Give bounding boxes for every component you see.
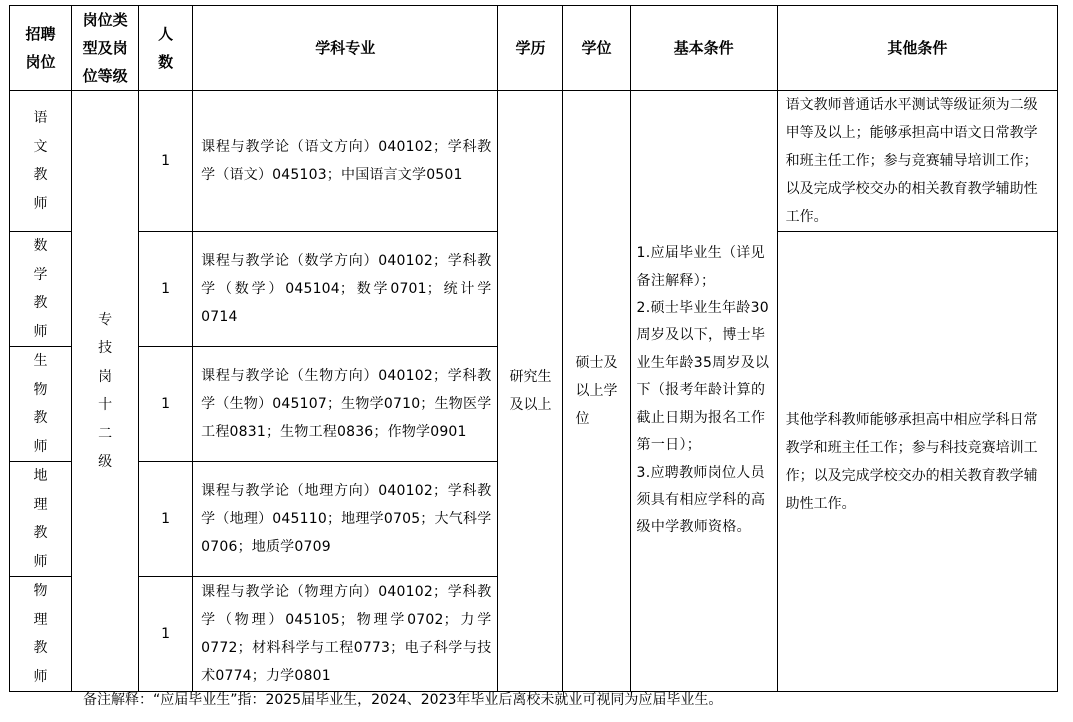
basic-line-2: 2.硕士毕业生年龄30周岁及以下，博士毕业生年龄35周岁及以下（报考年龄计算的截止日期为报名工作第一日）； (636, 300, 770, 454)
subject-cell: 课程与教学论（语文方向）040102；学科教学（语文）045103；中国语言文学0501 (193, 91, 498, 232)
count-cell: 1 (139, 577, 193, 692)
footnote: 备注解释：“应届毕业生”指：2025届毕业生，2024、2023年毕业后离校未就业可视同为应届毕业生。 (83, 692, 723, 708)
education-cell: 研究生及以上 (498, 91, 563, 692)
other-conditions-rest: 其他学科教师能够承担高中相应学科日常教学和班主任工作；参与科技竞赛培训工作；以及完成学校交办的相关教育教学辅助性工作。 (777, 232, 1057, 692)
header-position: 招聘岗位 (10, 6, 72, 91)
basic-line-3: 3.应聘教师岗位人员须具有相应学科的高级中学教师资格。 (636, 464, 766, 536)
subject-cell: 课程与教学论（生物方向）040102；学科教学（生物）045107；生物学0710；生物医学工程0831；生物工程0836；作物学0901 (193, 347, 498, 462)
count-cell: 1 (139, 91, 193, 232)
header-basic: 基本条件 (630, 6, 777, 91)
count-cell: 1 (139, 232, 193, 347)
table-row (10, 91, 1058, 232)
header-subject: 学科专业 (193, 6, 498, 91)
position-cell: 生物教师 (10, 347, 72, 462)
header-education: 学历 (498, 6, 563, 91)
basic-line-1: 1.应届毕业生（详见备注解释）； (636, 245, 765, 289)
position-cell: 地理教师 (10, 462, 72, 577)
other-conditions-chinese: 语文教师普通话水平测试等级证须为二级甲等及以上；能够承担高中语文日常教学和班主任工作；参与竞赛辅导培训工作；以及完成学校交办的相关教育教学辅助性工作。 (777, 91, 1057, 232)
header-count: 人数 (139, 6, 193, 91)
header-type-level: 岗位类型及岗位等级 (72, 6, 139, 91)
count-cell: 1 (139, 347, 193, 462)
header-other: 其他条件 (777, 6, 1057, 91)
recruitment-table (9, 5, 1058, 692)
count-cell: 1 (139, 462, 193, 577)
header-degree: 学位 (563, 6, 630, 91)
header-row (10, 6, 1058, 91)
subject-cell: 课程与教学论（地理方向）040102；学科教学（地理）045110；地理学0705；大气科学0706；地质学0709 (193, 462, 498, 577)
degree-cell: 硕士及以上学位 (563, 91, 630, 692)
subject-cell: 课程与教学论（物理方向）040102；学科教学（物理）045105；物理学0702；力学0772；材料科学与工程0773；电子科学与技术0774；力学0801 (193, 577, 498, 692)
position-cell: 语文教师 (10, 91, 72, 232)
subject-cell: 课程与教学论（数学方向）040102；学科教学（数学）045104；数学0701；统计学0714 (193, 232, 498, 347)
position-cell: 数学教师 (10, 232, 72, 347)
basic-conditions-cell (630, 91, 777, 692)
position-cell: 物理教师 (10, 577, 72, 692)
type-level-cell: 专技岗十二级 (72, 91, 139, 692)
